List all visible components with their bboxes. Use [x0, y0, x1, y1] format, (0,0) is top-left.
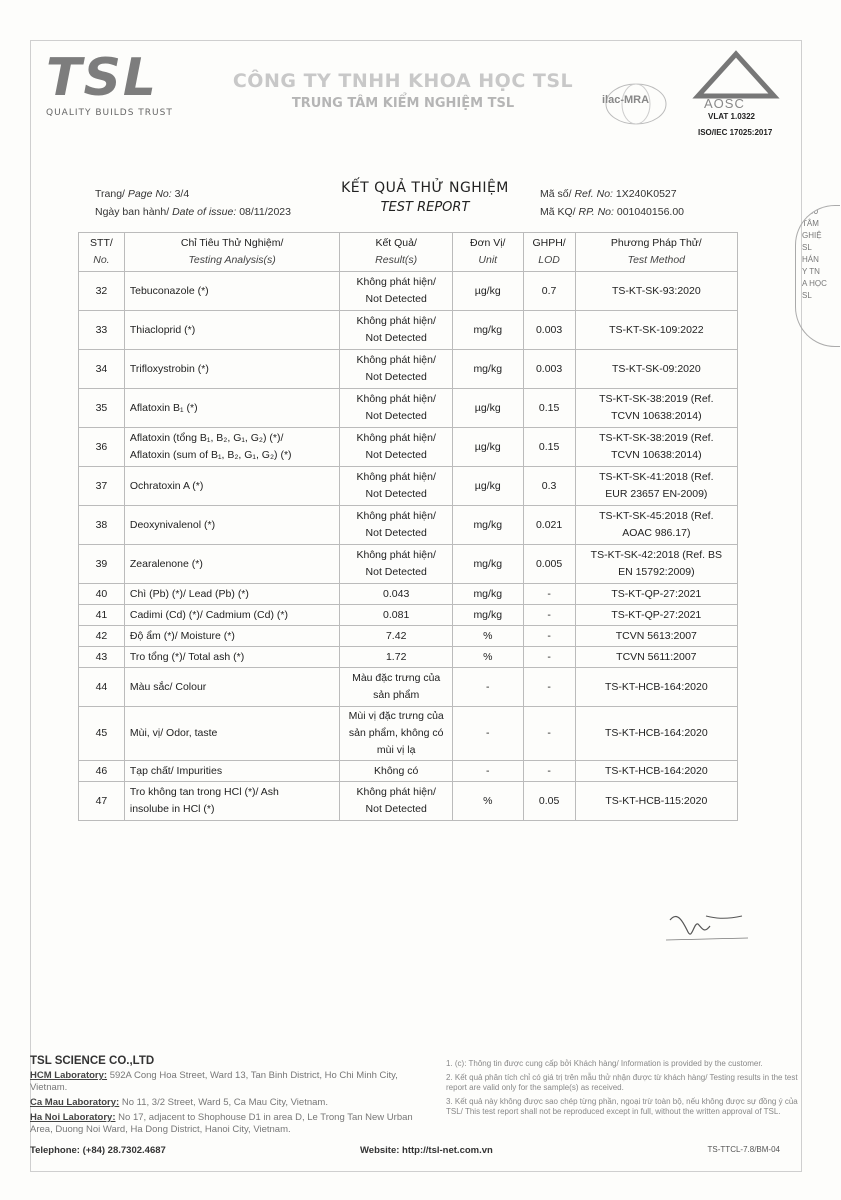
column-header-vi: GHPH/ [532, 237, 566, 249]
result [340, 545, 453, 584]
unit: mg/kg [452, 584, 523, 605]
hcm-lab: HCM Laboratory: 592A Cong Hoa Street, Ward 13, Tan Binh District, Ho Chi Minh City, Vietnam. [30, 1070, 398, 1093]
aosc-vlat: VLAT 1.0322 [708, 112, 755, 121]
test-method [575, 707, 737, 761]
cell-line: Thiacloprid (*) [129, 323, 196, 336]
test-method [575, 389, 737, 428]
unit: µg/kg [452, 428, 523, 467]
unit: - [452, 707, 523, 761]
cell-line: 7.42 [385, 629, 407, 642]
page-number: Trang/ Page No: 3/4 [95, 188, 190, 200]
cell-line: Không phát hiện/ [356, 276, 436, 288]
phone: Telephone: (+84) 28.7302.4687 [30, 1145, 166, 1156]
result [340, 668, 453, 707]
table-header-row [79, 233, 738, 272]
table-row [79, 272, 738, 311]
table-row [79, 467, 738, 506]
stamp-text: Y TN [802, 267, 820, 276]
cell-line: Không phát hiện/ [356, 354, 436, 366]
cell-line: Không phát hiện/ [356, 393, 436, 405]
footer-note: 3. Kết quả này không được sao chép từng phần, ngoại trừ toàn bộ, nếu không được sự đồng ý của TSL/ This test report shall not be reproduced except in full, without the written approval of TSL. [446, 1097, 798, 1116]
cell-line: Tro không tan trong HCl (*)/ Ash [129, 786, 279, 798]
lod: 0.05 [523, 782, 575, 821]
company-subtitle: TRUNG TÂM KIỂM NGHIỆM TSL [291, 96, 515, 111]
cell-line: Not Detected [365, 527, 427, 539]
cell-line: Not Detected [365, 803, 427, 815]
cell-line: Không phát hiện/ [356, 315, 436, 327]
column-header-vi: Kết Quả/ [375, 237, 417, 249]
results-table [78, 232, 738, 821]
company-block [223, 70, 583, 111]
cell-line: Aflatoxin B₁ (*) [129, 401, 198, 414]
rp-number: Mã KQ/ RP. No: 001040156.00 [540, 206, 685, 218]
column-header-vi: Đơn Vị/ [470, 237, 506, 249]
unit: % [452, 626, 523, 647]
unit: mg/kg [452, 350, 523, 389]
unit: mg/kg [452, 545, 523, 584]
footer-note: 2. Kết quả phân tích chỉ có giá trị trên mẫu thử nhận được từ khách hàng/ Testing results in the test report are valid only for the sample(s) as received. [446, 1073, 798, 1092]
cell-line: TCVN 10638:2014) [611, 449, 702, 461]
result [340, 605, 453, 626]
stamp-text: GHIỆ [802, 231, 822, 240]
test-method [575, 626, 737, 647]
unit: mg/kg [452, 506, 523, 545]
cell-line: sản phẩm, không có [348, 727, 444, 739]
column-header-en: Testing Analysis(s) [188, 254, 276, 266]
signature-scribble-icon [662, 902, 752, 947]
cell-line: TS-KT-HCB-164:2020 [604, 680, 708, 693]
footer-note: 1. (c): Thông tin được cung cấp bởi Khách hàng/ Information is provided by the customer. [446, 1059, 763, 1068]
cell-line: insolube in HCl (*) [129, 803, 215, 815]
result [340, 782, 453, 821]
table-row [79, 428, 738, 467]
cell-line: sản phẩm [373, 689, 420, 701]
test-method [575, 350, 737, 389]
testing-analysis [124, 782, 340, 821]
lod: 0.7 [523, 272, 575, 311]
logo-tagline: QUALITY BUILDS TRUST [46, 108, 173, 118]
cell-line: Zearalenone (*) [129, 557, 203, 570]
testing-analysis [124, 389, 340, 428]
cell-line: TS-KT-SK-93:2020 [611, 284, 701, 297]
cell-line: Không có [374, 764, 419, 777]
cell-line: TS-KT-SK-41:2018 (Ref. [599, 471, 714, 483]
testing-analysis [124, 311, 340, 350]
cell-line: TS-KT-HCB-115:2020 [605, 794, 708, 807]
table-row [79, 506, 738, 545]
test-method [575, 605, 737, 626]
lod: - [523, 668, 575, 707]
test-method [575, 782, 737, 821]
result [340, 389, 453, 428]
report-title [330, 180, 520, 215]
column-header-en: No. [93, 254, 110, 266]
result [340, 350, 453, 389]
row-number: 41 [79, 605, 125, 626]
row-number: 40 [79, 584, 125, 605]
cell-line: Cadimi (Cd) (*)/ Cadmium (Cd) (*) [129, 608, 288, 621]
tsl-logo [46, 50, 196, 118]
cell-line: TCVN 5613:2007 [615, 629, 697, 642]
unit: % [452, 782, 523, 821]
lod: 0.005 [523, 545, 575, 584]
table-row [79, 389, 738, 428]
row-number: 32 [79, 272, 125, 311]
cell-line: TS-KT-SK-09:2020 [611, 362, 701, 375]
testing-analysis [124, 428, 340, 467]
row-number: 45 [79, 707, 125, 761]
cell-line: Mùi, vị/ Odor, taste [129, 727, 218, 739]
report-title-vi: KẾT QUẢ THỬ NGHIỆM [341, 180, 509, 196]
column-header [452, 233, 523, 272]
result [340, 626, 453, 647]
cell-line: TS-KT-SK-109:2022 [609, 323, 704, 336]
testing-analysis [124, 545, 340, 584]
cell-line: Deoxynivalenol (*) [129, 518, 216, 531]
cell-line: Trifloxystrobin (*) [129, 362, 209, 375]
row-number: 43 [79, 647, 125, 668]
test-method [575, 272, 737, 311]
website-link[interactable]: Website: http://tsl-net.com.vn [360, 1145, 493, 1156]
row-number: 39 [79, 545, 125, 584]
testing-analysis [124, 350, 340, 389]
table-row [79, 605, 738, 626]
cell-line: Not Detected [365, 371, 427, 383]
lod: - [523, 707, 575, 761]
column-header-en: Unit [478, 254, 498, 266]
testing-analysis [124, 467, 340, 506]
cell-line: Màu đặc trưng của [352, 672, 441, 684]
result [340, 428, 453, 467]
cell-line: TCVN 10638:2014) [611, 410, 702, 422]
row-number: 42 [79, 626, 125, 647]
cell-line: TS-KT-SK-38:2019 (Ref. [599, 432, 714, 444]
row-number: 36 [79, 428, 125, 467]
column-header-en: LOD [538, 254, 560, 266]
cell-line: EUR 23657 EN-2009) [605, 488, 708, 500]
unit: µg/kg [452, 467, 523, 506]
lod: 0.003 [523, 311, 575, 350]
testing-analysis [124, 707, 340, 761]
table-row [79, 584, 738, 605]
cell-line: Không phát hiện/ [356, 786, 436, 798]
stamp-text: SL [802, 243, 812, 252]
lod: 0.15 [523, 389, 575, 428]
footer-company: TSL SCIENCE CO.,LTD [30, 1055, 155, 1067]
column-header-en: Test Method [627, 254, 686, 266]
test-method [575, 761, 737, 782]
cell-line: Không phát hiện/ [356, 549, 436, 561]
cell-line: mùi vị lạ [376, 744, 416, 756]
cell-line: Không phát hiện/ [356, 510, 436, 522]
lod: 0.021 [523, 506, 575, 545]
column-header-vi: STT/ [90, 237, 113, 249]
unit: µg/kg [452, 389, 523, 428]
cell-line: Not Detected [365, 293, 427, 305]
unit: mg/kg [452, 605, 523, 626]
testing-analysis [124, 668, 340, 707]
cell-line: 0.081 [383, 608, 410, 621]
column-header [124, 233, 340, 272]
testing-analysis [124, 605, 340, 626]
stamp-text: TÂM [802, 219, 819, 228]
table-row [79, 761, 738, 782]
row-number: 38 [79, 506, 125, 545]
result [340, 467, 453, 506]
cell-line: TS-KT-SK-38:2019 (Ref. [599, 393, 714, 405]
table-row [79, 668, 738, 707]
column-header [575, 233, 737, 272]
aosc-logo [686, 50, 786, 145]
test-method [575, 647, 737, 668]
company-name: CÔNG TY TNHH KHOA HỌC TSL [232, 70, 574, 92]
cell-line: AOAC 986.17) [622, 527, 691, 539]
row-number: 34 [79, 350, 125, 389]
cell-line: TS-KT-QP-27:2021 [611, 587, 702, 600]
test-method [575, 506, 737, 545]
test-method [575, 311, 737, 350]
stamp-text: HÁN [802, 255, 819, 264]
camau-lab: Ca Mau Laboratory: No 11, 3/2 Street, Ward 5, Ca Mau City, Vietnam. [30, 1097, 328, 1108]
table-row [79, 782, 738, 821]
cell-line: TS-KT-SK-45:2018 (Ref. [599, 510, 714, 522]
lod: - [523, 626, 575, 647]
cell-line: Aflatoxin (tổng B₁, B₂, G₁, G₂) (*)/ [129, 432, 284, 444]
table-row [79, 545, 738, 584]
testing-analysis [124, 272, 340, 311]
stamp-text: SL [802, 291, 812, 300]
cell-line: Aflatoxin (sum of B₁, B₂, G₁, G₂) (*) [129, 449, 292, 461]
cell-line: EN 15792:2009) [618, 566, 695, 578]
cell-line: Mùi vị đặc trưng của [348, 710, 444, 722]
testing-analysis [124, 584, 340, 605]
cell-line: TS-KT-HCB-164:2020 [604, 727, 708, 739]
logo-mark: TSL [46, 48, 159, 108]
lod: 0.003 [523, 350, 575, 389]
cell-line: Không phát hiện/ [356, 432, 436, 444]
cell-line: Ochratoxin A (*) [129, 479, 204, 492]
cell-line: Màu sắc/ Colour [129, 680, 207, 693]
cell-line: Chì (Pb) (*)/ Lead (Pb) (*) [129, 587, 249, 600]
meta-left [95, 185, 291, 221]
lod: - [523, 605, 575, 626]
aosc-label: AOSC [704, 96, 745, 111]
unit: - [452, 761, 523, 782]
row-number: 44 [79, 668, 125, 707]
stamp-text: A HỌC [802, 279, 827, 288]
table-body [79, 272, 738, 821]
lod: - [523, 647, 575, 668]
stamp-edge [795, 205, 840, 347]
test-method [575, 668, 737, 707]
lod: - [523, 584, 575, 605]
cell-line: Not Detected [365, 566, 427, 578]
column-header [523, 233, 575, 272]
cell-line: TCVN 5611:2007 [616, 650, 697, 663]
lod: - [523, 761, 575, 782]
testing-analysis [124, 626, 340, 647]
cell-line: TS-KT-QP-27:2021 [611, 608, 702, 621]
testing-analysis [124, 761, 340, 782]
table-row [79, 647, 738, 668]
stamp-text: 5-00 [802, 207, 819, 216]
letterhead [38, 50, 798, 145]
row-number: 35 [79, 389, 125, 428]
lod: 0.3 [523, 467, 575, 506]
testing-analysis [124, 506, 340, 545]
form-code: TS-TTCL-7.8/BM-04 [707, 1145, 780, 1154]
test-method [575, 467, 737, 506]
result [340, 272, 453, 311]
cell-line: TS-KT-SK-42:2018 (Ref. BS [590, 549, 722, 561]
aosc-iso: ISO/IEC 17025:2017 [698, 128, 773, 137]
column-header-vi: Phương Pháp Thử/ [610, 237, 702, 249]
cell-line: Not Detected [365, 488, 427, 500]
testing-analysis [124, 647, 340, 668]
report-title-en: TEST REPORT [380, 200, 470, 215]
row-number: 37 [79, 467, 125, 506]
cell-line: TS-KT-HCB-164:2020 [604, 764, 708, 777]
result [340, 707, 453, 761]
footer-addresses [30, 1055, 425, 1139]
cell-line: Độ ẩm (*)/ Moisture (*) [129, 629, 235, 642]
row-number: 46 [79, 761, 125, 782]
footer-notes [446, 1059, 802, 1121]
test-method [575, 584, 737, 605]
test-method [575, 428, 737, 467]
cell-line: Not Detected [365, 332, 427, 344]
ilac-mra-logo [600, 78, 672, 130]
column-header [79, 233, 125, 272]
cell-line: Tro tổng (*)/ Total ash (*) [129, 650, 245, 663]
cell-line: 0.043 [383, 587, 410, 600]
row-number: 33 [79, 311, 125, 350]
unit: - [452, 668, 523, 707]
unit: µg/kg [452, 272, 523, 311]
cell-line: Not Detected [365, 410, 427, 422]
result [340, 647, 453, 668]
cell-line: Not Detected [365, 449, 427, 461]
hanoi-lab: Ha Noi Laboratory: No 17, adjacent to Shophouse D1 in area D, Le Trong Tan New Urban Area, Duong Noi Ward, Ha Dong District, Hanoi City, Vietnam. [30, 1112, 413, 1135]
result [340, 584, 453, 605]
table-row [79, 626, 738, 647]
cell-line: Tebuconazole (*) [129, 284, 209, 297]
cell-line: 1.72 [385, 650, 407, 663]
column-header-en: Result(s) [375, 254, 418, 266]
result [340, 761, 453, 782]
table-row [79, 707, 738, 761]
ref-number: Mã số/ Ref. No: 1X240K0527 [540, 188, 677, 200]
table-row [79, 350, 738, 389]
ilac-label: ilac-MRA [602, 94, 650, 106]
lod: 0.15 [523, 428, 575, 467]
test-method [575, 545, 737, 584]
unit: % [452, 647, 523, 668]
aosc-triangle-icon [686, 50, 786, 100]
table-row [79, 311, 738, 350]
column-header [340, 233, 453, 272]
result [340, 311, 453, 350]
signature [662, 902, 752, 952]
column-header-vi: Chỉ Tiêu Thử Nghiệm/ [180, 237, 284, 249]
cell-line: Tạp chất/ Impurities [129, 764, 223, 777]
meta-right [540, 185, 684, 221]
result [340, 506, 453, 545]
row-number: 47 [79, 782, 125, 821]
issue-date: Ngày ban hành/ Date of issue: 08/11/2023 [95, 206, 291, 218]
unit: mg/kg [452, 311, 523, 350]
cell-line: Không phát hiện/ [356, 471, 436, 483]
